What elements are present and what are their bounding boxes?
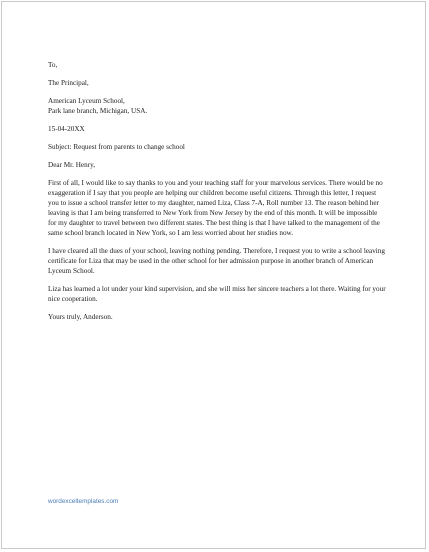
letter-date: 15-04-20XX	[48, 125, 85, 133]
school-name: American Lyceum School,	[48, 97, 125, 105]
document-page	[1, 1, 426, 549]
recipient-title: The Principal,	[48, 79, 89, 87]
school-address: Park lane branch, Michigan, USA.	[48, 107, 148, 115]
letter-body	[48, 60, 386, 330]
letter-subject: Subject: Request from parents to change school	[48, 143, 185, 151]
paragraph-3: Liza has learned a lot under your kind supervision, and she will miss her sincere teachers a lot there. Waiting for your nice cooperation.	[48, 285, 386, 303]
website-link[interactable]: wordexceltemplates.com	[48, 498, 119, 505]
salutation-to: To,	[48, 61, 58, 69]
paragraph-2: I have cleared all the dues of your school, leaving nothing pending. Therefore, I request you to write a school leaving certificate for Liza that may be used in the other school for her admission purpose in another branch of American Lyceum School.	[48, 247, 385, 275]
letter-greeting: Dear Mr. Henry,	[48, 161, 96, 169]
letter-closing: Yours truly, Anderson.	[48, 313, 113, 321]
paragraph-1: First of all, I would like to say thanks to you and your teaching staff for your marvelous services. There would be no exaggeration if I say that you people are helping our children become useful citizens. Through this letter, I request you to issue a school transfer letter to my daughter, named Liza, Class 7-A, Roll number 13. The reason behind her leaving is that I am being transferred to New York from New Jersey by the end of this month. It will be impossible for my daughter to travel between two different states. The best thing is that I have talked to the management of the same school branch located in New York, so I am less worried about her studies now.	[48, 179, 383, 237]
